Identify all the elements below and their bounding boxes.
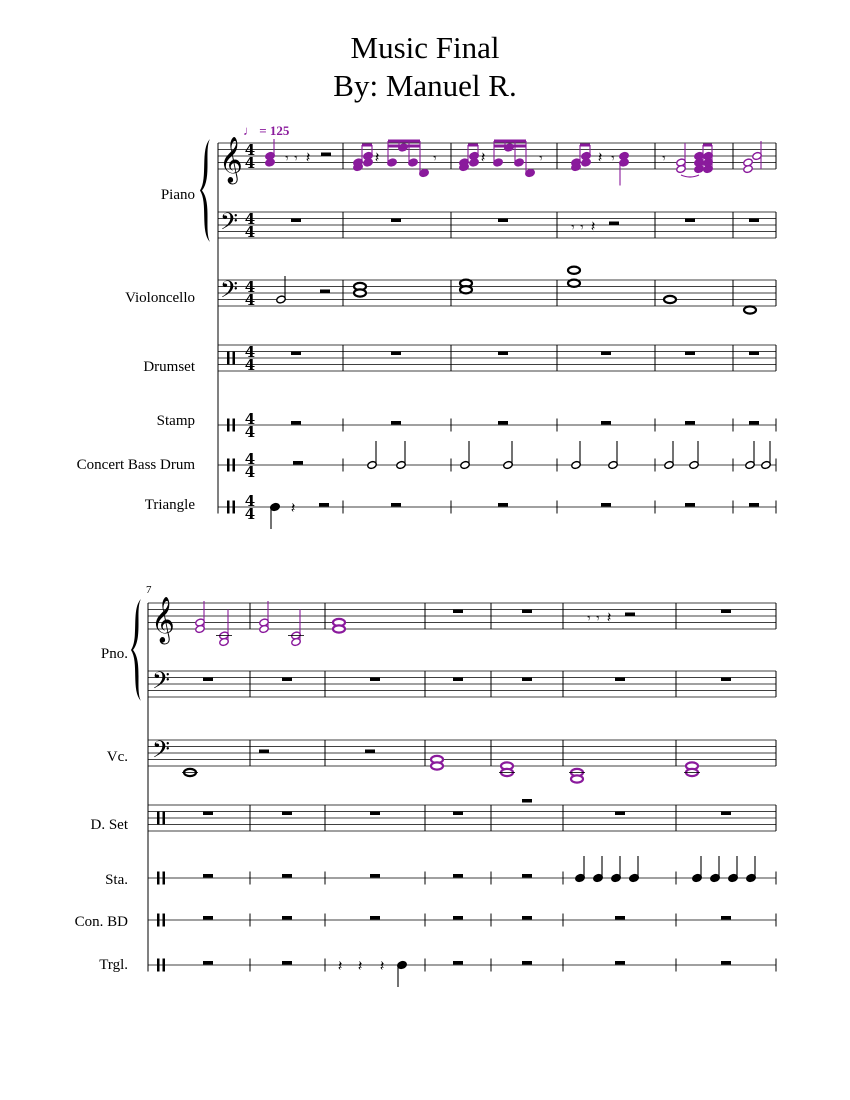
whole-rest <box>522 874 532 878</box>
whole-rest <box>391 219 401 223</box>
whole-rest <box>601 421 611 425</box>
half-rest <box>293 461 303 465</box>
staff-label-violoncello-short: Vc. <box>106 749 128 765</box>
whole-rest <box>453 874 463 878</box>
whole-note <box>744 306 756 313</box>
score-title: Music Final <box>350 30 500 65</box>
whole-rest <box>601 352 611 356</box>
half-rest <box>625 613 635 617</box>
whole-rest <box>282 916 292 920</box>
score-composer: By: Manuel R. <box>333 68 517 103</box>
whole-rest <box>370 678 380 682</box>
whole-rest <box>749 219 759 223</box>
half-rest <box>609 222 619 226</box>
percussion-clef-icon <box>227 352 230 365</box>
percussion-clef-icon <box>157 812 160 825</box>
whole-note <box>431 762 443 769</box>
whole-note <box>568 267 580 274</box>
staff-label-concert-bass-drum-short: Con. BD <box>74 914 128 930</box>
time-signature-denominator: 4 <box>244 291 256 309</box>
whole-rest <box>749 421 759 425</box>
quarter-rest-icon: 𝄽 <box>374 148 380 167</box>
time-signature-denominator: 4 <box>244 223 256 241</box>
bass-clef-icon: 𝄢 <box>151 735 171 769</box>
whole-rest <box>522 610 532 614</box>
whole-note <box>664 296 676 303</box>
eighth-rest-icon: 𝄾 <box>433 151 437 167</box>
whole-note <box>568 280 580 287</box>
treble-clef-icon: 𝄞 <box>151 597 175 643</box>
grand-staff-brace <box>200 139 210 242</box>
whole-rest <box>615 812 625 816</box>
half-rest <box>365 750 375 754</box>
whole-rest <box>498 352 508 356</box>
time-signature-numerator: 4 <box>244 210 256 228</box>
whole-rest <box>291 421 301 425</box>
staff-label-triangle-short: Trgl. <box>99 957 128 973</box>
staff-label-stamp: Stamp <box>156 413 195 429</box>
whole-note <box>571 775 583 782</box>
whole-rest <box>203 916 213 920</box>
quarter-rest-icon: 𝄽 <box>357 957 363 975</box>
percussion-clef-icon <box>163 872 166 885</box>
quarter-rest-icon: 𝄽 <box>379 957 385 975</box>
whole-rest <box>615 916 625 920</box>
whole-rest <box>391 503 401 507</box>
whole-rest <box>685 421 695 425</box>
bass-clef-icon: 𝄢 <box>219 275 239 309</box>
percussion-clef-icon <box>163 959 166 972</box>
percussion-clef-icon <box>157 914 160 927</box>
grand-staff-brace <box>131 599 141 701</box>
whole-rest <box>203 812 213 816</box>
time-signature-numerator: 4 <box>244 492 256 510</box>
whole-rest <box>685 503 695 507</box>
quarter-rest-icon: 𝄽 <box>606 608 612 627</box>
time-signature-numerator: 4 <box>244 450 256 468</box>
quarter-rest-icon: 𝄽 <box>305 148 311 167</box>
whole-rest <box>453 610 463 614</box>
eighth-rest-icon: 𝄾 <box>587 611 591 627</box>
eighth-rest-icon: 𝄾 <box>611 151 615 167</box>
whole-note <box>460 286 472 293</box>
treble-clef-icon: 𝄞 <box>219 137 243 183</box>
tempo-value: = 125 <box>259 123 290 138</box>
whole-rest <box>749 352 759 356</box>
whole-rest <box>370 874 380 878</box>
whole-rest <box>522 678 532 682</box>
whole-rest <box>453 961 463 965</box>
whole-rest <box>721 916 731 920</box>
tie <box>681 175 699 177</box>
whole-rest <box>203 678 213 682</box>
whole-rest <box>291 219 301 223</box>
half-rest <box>321 153 331 157</box>
staff-label-piano-short: Pno. <box>100 646 128 662</box>
quarter-rest-icon: 𝄽 <box>290 499 296 517</box>
time-signature-denominator: 4 <box>244 423 256 441</box>
eighth-rest-icon: 𝄾 <box>571 220 575 236</box>
percussion-clef-icon <box>163 914 166 927</box>
percussion-clef-icon <box>227 419 230 432</box>
whole-rest <box>282 961 292 965</box>
half-rest <box>319 503 329 507</box>
whole-rest <box>498 219 508 223</box>
time-signature-numerator: 4 <box>244 343 256 361</box>
whole-rest <box>453 812 463 816</box>
whole-rest <box>453 678 463 682</box>
whole-rest <box>601 503 611 507</box>
eighth-rest-icon: 𝄾 <box>580 220 584 236</box>
whole-rest <box>749 503 759 507</box>
whole-rest <box>522 916 532 920</box>
whole-rest <box>282 874 292 878</box>
percussion-clef-icon <box>233 419 236 432</box>
staff-label-piano: Piano <box>160 187 195 203</box>
whole-rest <box>522 961 532 965</box>
eighth-rest-icon: 𝄾 <box>294 151 298 167</box>
measure-number: 7 <box>146 584 152 596</box>
whole-rest <box>721 812 731 816</box>
whole-rest <box>203 961 213 965</box>
whole-rest <box>615 678 625 682</box>
staff-label-triangle: Triangle <box>144 497 195 513</box>
time-signature-numerator: 4 <box>244 278 256 296</box>
whole-rest <box>391 421 401 425</box>
quarter-rest-icon: 𝄽 <box>480 148 486 167</box>
time-signature-numerator: 4 <box>244 410 256 428</box>
quarter-rest-icon: 𝄽 <box>590 217 596 236</box>
whole-rest <box>721 610 731 614</box>
staff-label-violoncello: Violoncello <box>125 290 195 306</box>
percussion-clef-icon <box>227 459 230 472</box>
percussion-clef-icon <box>157 872 160 885</box>
percussion-clef-icon <box>233 352 236 365</box>
whole-rest <box>391 352 401 356</box>
staff-label-drumset-short: D. Set <box>90 817 128 833</box>
note-head <box>743 158 753 167</box>
quarter-rest-icon: 𝄽 <box>337 957 343 975</box>
time-signature-denominator: 4 <box>244 356 256 374</box>
whole-rest <box>721 678 731 682</box>
percussion-clef-icon <box>233 459 236 472</box>
half-rest <box>320 290 330 294</box>
percussion-clef-icon <box>157 959 160 972</box>
percussion-clef-icon <box>233 501 236 514</box>
time-signature-numerator: 4 <box>244 141 256 159</box>
whole-rest <box>203 874 213 878</box>
bass-clef-icon: 𝄢 <box>219 207 239 241</box>
whole-rest <box>685 352 695 356</box>
quarter-rest-icon: 𝄽 <box>597 148 603 167</box>
whole-rest <box>291 352 301 356</box>
percussion-clef-icon <box>163 812 166 825</box>
staff-label-drumset: Drumset <box>143 359 195 375</box>
time-signature-denominator: 4 <box>244 463 256 481</box>
eighth-rest-icon: 𝄾 <box>596 611 600 627</box>
eighth-rest-icon: 𝄾 <box>662 151 666 167</box>
whole-note <box>333 625 345 632</box>
whole-rest <box>453 916 463 920</box>
quarter-note-icon: ♩ <box>243 123 256 138</box>
staff-label-stamp-short: Sta. <box>105 872 128 888</box>
whole-rest <box>498 421 508 425</box>
bass-clef-icon: 𝄢 <box>151 666 171 700</box>
whole-rest <box>615 961 625 965</box>
time-signature-denominator: 4 <box>244 154 256 172</box>
whole-note <box>354 289 366 296</box>
whole-rest <box>370 812 380 816</box>
whole-rest <box>721 961 731 965</box>
whole-rest <box>282 678 292 682</box>
half-rest <box>259 750 269 754</box>
whole-rest <box>370 916 380 920</box>
eighth-rest-icon: 𝄾 <box>539 151 543 167</box>
whole-rest <box>498 503 508 507</box>
eighth-rest-icon: 𝄾 <box>285 151 289 167</box>
whole-rest <box>282 812 292 816</box>
time-signature-denominator: 4 <box>244 505 256 523</box>
whole-rest <box>685 219 695 223</box>
percussion-clef-icon <box>227 501 230 514</box>
whole-rest <box>522 799 532 803</box>
staff-label-concert-bass-drum: Concert Bass Drum <box>76 457 195 473</box>
